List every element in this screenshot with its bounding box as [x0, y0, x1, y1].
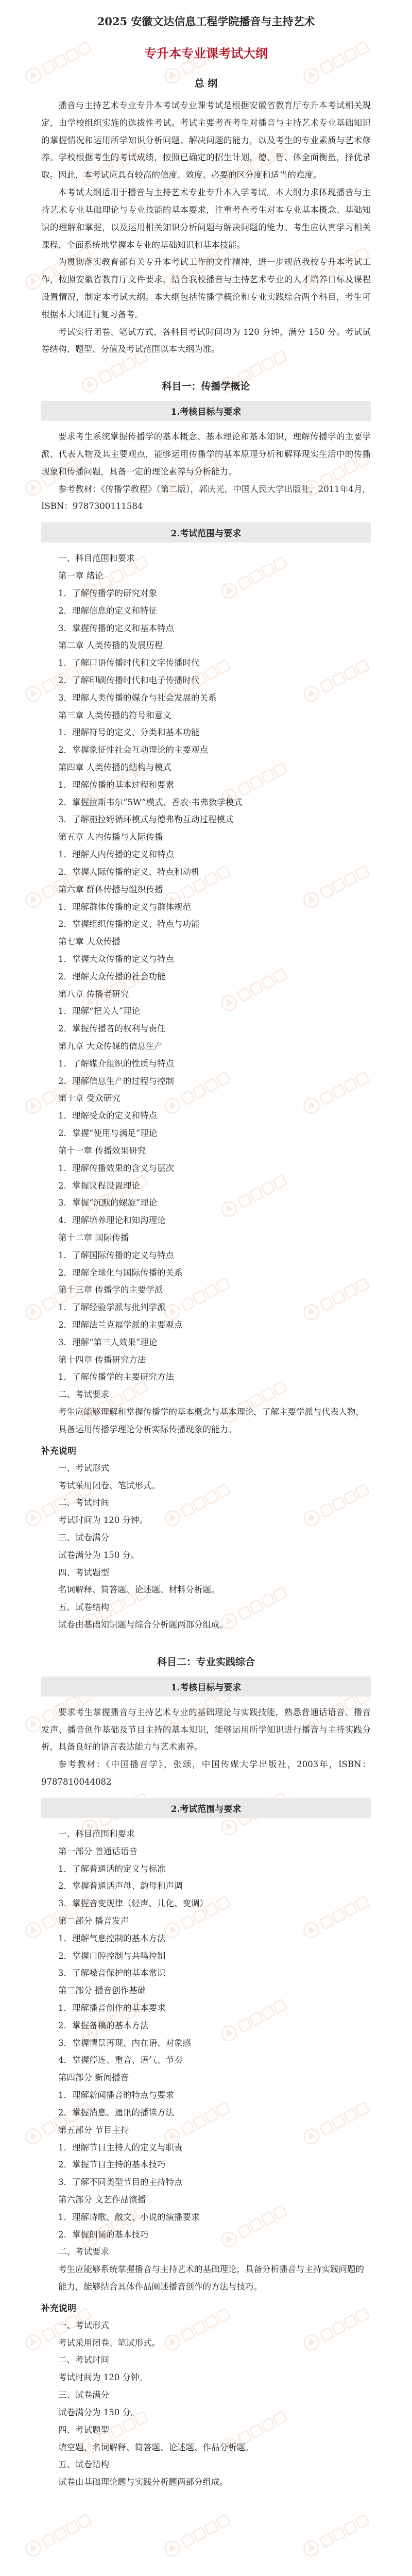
section-line: 3．理解人类传播的媒介与社会发展的关系 — [58, 692, 217, 703]
section-line: 2．掌握消息、通讯的播读方法 — [58, 2107, 174, 2117]
section-line: 2．掌握“使用与满足”理论 — [58, 1128, 158, 1139]
section-line: 第五部分 节目主持 — [58, 2125, 129, 2135]
section-paragraph: 参考教材：《中国播音学》，张颂，中国传媒大学出版社，2003年，ISBN：9787810044082 — [41, 1759, 371, 1787]
section-line: 1．理解诗歌、散文、小说的演播要求 — [58, 2212, 200, 2222]
section-line: 第九章 大众传媒的信息生产 — [58, 1041, 163, 1051]
section-line: 第一部分 普通话语音 — [58, 1846, 138, 1856]
section-bar: 2.考试范围与要求 — [41, 522, 371, 543]
section-bar: 2.考试范围与要求 — [41, 1798, 371, 1818]
section-line: 二、考试要求 — [58, 1389, 109, 1400]
section-line: 4．理解培养理论和知沟理论 — [58, 1215, 166, 1226]
section-line: 2．了解印刷传播时代和电子传播时代 — [58, 675, 200, 685]
section-line: 第三部分 播音创作基础 — [58, 1986, 146, 1996]
section-line: 填空题、名词解释、简答题、论述题、作品分析题。 — [58, 2442, 254, 2452]
section-line: 考试时间为 120 分钟。 — [58, 1515, 148, 1526]
section-line: 3．掌握“沉默的螺旋”理论 — [58, 1198, 158, 1208]
section-line: 第十三章 传播学的主要学派 — [58, 1285, 163, 1295]
section-line: 3．掌握传播的定义和基本特点 — [58, 623, 174, 633]
section-line: 2．理解全球化与国际传播的关系 — [58, 1267, 183, 1278]
section-line: 第二部分 播音发声 — [58, 1916, 129, 1926]
section-paragraph: 要求考生系统掌握传播学的基本概念、基本理论和基本知识，理解传播学的主要学派、代表人物及其主要观点，能够运用传播学的基本原理分析和解释现实生活中的传播现象和传播问题，具备一定的理论素养与分析能力。 — [41, 432, 371, 477]
section-line: 考生应能够理解和掌握传播学的基本概念与基本理论，了解主要学派与代表人物，具备运用传播学理论分析实际传播现象的能力。 — [58, 1407, 364, 1434]
section-line: 2．理解信息的定义和特征 — [58, 605, 157, 616]
section-line: 第八章 传播者研究 — [58, 989, 129, 999]
section-line: 一、考试形式 — [58, 1463, 109, 1473]
section-line: 2．掌握节目主持的基本技巧 — [58, 2160, 166, 2170]
section-line: 1．掌握大众传播的定义与特点 — [58, 954, 174, 964]
section-paragraph: 要求考生掌握播音与主持艺术专业的基础理论与实践技能，熟悉普通话语音、播音发声、播音创作基础及节目主持的基本知识，能够运用所学知识进行播音与主持实践分析，具备良好的语言表达能力与艺术素养。 — [41, 1707, 371, 1752]
section-line: 考试采用闭卷、笔试形式。 — [58, 2337, 160, 2348]
section-line: 2．掌握备稿的基本方法 — [58, 2020, 149, 2030]
section-bar: 1.考核目标与要求 — [41, 1676, 371, 1697]
section-line: 1．了解经验学派与批判学派 — [58, 1302, 166, 1313]
section-line: 五、试卷结构 — [58, 2460, 109, 2470]
general-section — [41, 97, 371, 358]
section-line: 1．理解播音创作的基本要求 — [58, 2003, 166, 2013]
general-paragraph: 本考试大纲适用于播音与主持艺术专业专升本入学考试。本大纲力求体现播音与主持艺术专业基础理论与专业技能的基本要求，注重考查考生对本专业基本概念、基础知识的理解和掌握，以及运用相关知识分析问题与解决问题的能力。考生应认真学习相关课程，全面系统地掌握本专业的基础知识和基本技能。 — [41, 188, 371, 250]
section-line: 第十二章 国际传播 — [58, 1232, 129, 1243]
subject-section — [41, 1798, 371, 2296]
section-line: 第十一章 传播效果研究 — [58, 1145, 146, 1156]
section-line: 1．理解传播效果的含义与层次 — [58, 1163, 174, 1173]
section-line: 1．理解群体传播的定义与群体规范 — [58, 902, 191, 912]
section-line: 试卷满分为 150 分。 — [58, 1550, 140, 1560]
section-line: 二、考试时间 — [58, 1498, 109, 1508]
section-line: 四、考试题型 — [58, 2425, 109, 2435]
section-line: 第二章 人类传播的发展历程 — [58, 640, 163, 651]
section-line: 二、考试时间 — [58, 2355, 109, 2365]
section-line: 3．理解“第三人效果”理论 — [58, 1337, 158, 1347]
section-line: 1．了解传播学的主要研究方法 — [58, 1372, 174, 1382]
section-paragraph: 参考教材：《传播学教程》（第二版），郭庆光，中国人民大学出版社，2011年4月，ISBN：9787300111584 — [41, 484, 371, 512]
subject-section — [41, 522, 371, 1438]
section-line: 2．掌握组织传播的定义、特点与功能 — [58, 919, 200, 929]
section-line: 1．理解“把关人”理论 — [58, 1006, 141, 1016]
section-line: 1．理解受众的定义和特点 — [58, 1111, 157, 1121]
section-line: 三、试卷满分 — [58, 2390, 109, 2400]
section-line: 第三章 人类传播的符号和意义 — [58, 710, 171, 720]
subject-section — [41, 401, 371, 515]
section-line: 2．理解信息生产的过程与控制 — [58, 1076, 174, 1086]
section-line: 四、考试题型 — [58, 1567, 109, 1578]
section-line: 五、试卷结构 — [58, 1602, 109, 1613]
section-line: 2．掌握人际传播的定义、特点和动机 — [58, 867, 200, 877]
subject-section — [41, 2301, 371, 2491]
section-line: 三、试卷满分 — [58, 1532, 109, 1543]
section-line: 1．理解传播的基本过程和要素 — [58, 779, 174, 790]
section-line: 4．掌握停连、重音、语气、节奏 — [58, 2055, 183, 2065]
section-line: 1．了解普通话的定义与标准 — [58, 1863, 166, 1874]
section-line: 试卷由基础知识题与综合分析题两部分组成。 — [58, 1620, 228, 1630]
section-line: 试卷由基础理论题与实践分析题两部分组成。 — [58, 2477, 228, 2487]
section-line: 二、考试要求 — [58, 2247, 109, 2257]
section-line: 2．掌握普通话声母、韵母和声调 — [58, 1881, 183, 1891]
section-line: 2．掌握拉斯韦尔“5W”模式、香农-韦弗数学模式 — [58, 797, 243, 807]
section-line: 1．理解新闻播音的特点与要求 — [58, 2090, 174, 2100]
document-subtitle: 专升本专业课考试大纲 — [144, 46, 268, 61]
section-line: 第六部分 文艺作品演播 — [58, 2194, 146, 2205]
subject-heading: 科目二：专业实践综合 — [157, 1656, 255, 1668]
section-line: 3．掌握情景再现、内在语、对象感 — [58, 2038, 191, 2048]
subject-section — [41, 1676, 371, 1791]
section-line: 2．掌握朗诵的基本技巧 — [58, 2229, 149, 2240]
section-line: 第一章 绪论 — [58, 571, 104, 581]
section-line: 2．理解大众传播的社会功能 — [58, 971, 166, 981]
section-line: 考生应能够系统掌握播音与主持艺术的基础理论，具备分析播音与主持实践问题的能力，能够结合具体作品阐述播音创作的方法与技巧。 — [58, 2264, 364, 2292]
subject-section — [41, 1444, 371, 1634]
section-line: 2．理解法兰克福学派的主要观点 — [58, 1320, 183, 1330]
subject-heading: 科目一：传播学概论 — [162, 381, 250, 393]
section-line: 第十四章 传播研究方法 — [58, 1354, 146, 1365]
section-line: 2．掌握口腔控制与共鸣控制 — [58, 1951, 166, 1961]
section-line: 3．掌握音变规律（轻声、儿化、变调） — [58, 1899, 208, 1909]
section-bar: 1.考核目标与要求 — [41, 401, 371, 421]
section-line: 一、科目范围和要求 — [58, 553, 135, 564]
section-line: 考试采用闭卷、笔试形式。 — [58, 1480, 160, 1490]
general-heading: 总 纲 — [194, 78, 218, 89]
section-line: 第四章 人类传播的结构与模式 — [58, 762, 171, 772]
section-line: 名词解释、简答题、论述题、材料分析题。 — [58, 1585, 220, 1595]
section-line: 2．掌握象征性社会互动理论的主要观点 — [58, 745, 208, 755]
section-line: 第七章 大众传播 — [58, 937, 121, 947]
section-line: 3．了解不同类型节目的主持特点 — [58, 2177, 183, 2188]
section-line: 第五章 人内传播与人际传播 — [58, 832, 163, 842]
general-paragraph: 考试实行闭卷、笔试方式，各科目考试时间均为 120 分钟，满分 150 分。考试试卷结构、题型、分值及考试范围以本大纲为准。 — [41, 327, 371, 354]
section-line: 3．了解施拉姆循环模式与德弗勒互动过程模式 — [58, 815, 234, 825]
section-line: 一、考试形式 — [58, 2320, 109, 2330]
section-line: 1．了解媒介组织的性质与特点 — [58, 1058, 174, 1069]
document-title: 2025 安徽文达信息工程学院播音与主持艺术 — [97, 15, 315, 28]
section-line: 2．掌握传播者的权利与责任 — [58, 1024, 166, 1034]
watermark-logo-icon — [18, 2503, 101, 2566]
general-paragraph: 播音与主持艺术专业专升本考试专业课考试是根据安徽省教育厅专升本考试相关规定，由学校组织实施的选拔性考试。考试主要考查考生对播音与主持艺术专业基础知识的掌握情况和运用所学知识分析问题、解决问题的能力，以及考生的专业素质与艺术修养。学校根据考生的考试成绩，按照已确定的招生计划，德、智、体全面衡量，择优录取。因此，本考试应具有较高的信度、效度、必要的区分度和适当的难度。 — [41, 100, 371, 180]
section-line: 一、科目范围和要求 — [58, 1828, 135, 1839]
section-line: 1．理解符号的定义、分类和基本功能 — [58, 727, 200, 738]
section-line: 2．掌握议程设置理论 — [58, 1180, 140, 1191]
section-line: 考试时间为 120 分钟。 — [58, 2372, 148, 2383]
section-line: 第六章 群体传播与组织传播 — [58, 884, 163, 894]
section-line: 试卷满分为 150 分。 — [58, 2407, 140, 2417]
section-line: 1．了解口语传播时代和文字传播时代 — [58, 658, 200, 668]
section-line: 3．了解嗓音保护的基本常识 — [58, 1968, 166, 1978]
section-line: 第十章 受众研究 — [58, 1093, 121, 1104]
section-label: 补充说明 — [41, 1446, 76, 1456]
section-line: 第四部分 新闻播音 — [58, 2073, 129, 2083]
general-paragraph: 为贯彻落实教育部有关专升本考试工作的文件精神，进一步规范我校专升本考试工作，按照安徽省教育厅文件要求，结合我校播音与主持艺术专业的人才培养目标及课程设置情况，制定本考试大纲。本大纲包括传播学概论和专业实践综合两个科目，考生可根据本大纲进行复习备考。 — [41, 257, 371, 319]
watermark-logo-icon — [296, 2503, 379, 2566]
watermark-logo-icon — [157, 2503, 240, 2566]
document-page — [41, 0, 371, 2491]
subjects-container — [41, 379, 371, 2491]
section-line: 1．理解人内传播的定义和特点 — [58, 850, 174, 860]
section-line: 1．了解国际传播的定义与特点 — [58, 1250, 174, 1260]
section-label: 补充说明 — [41, 2303, 76, 2314]
section-line: 1．了解传播学的研究对象 — [58, 588, 157, 598]
section-line: 1．理解气息控制的基本方法 — [58, 1933, 166, 1943]
section-line: 1．理解节目主持人的定义与职责 — [58, 2142, 183, 2153]
